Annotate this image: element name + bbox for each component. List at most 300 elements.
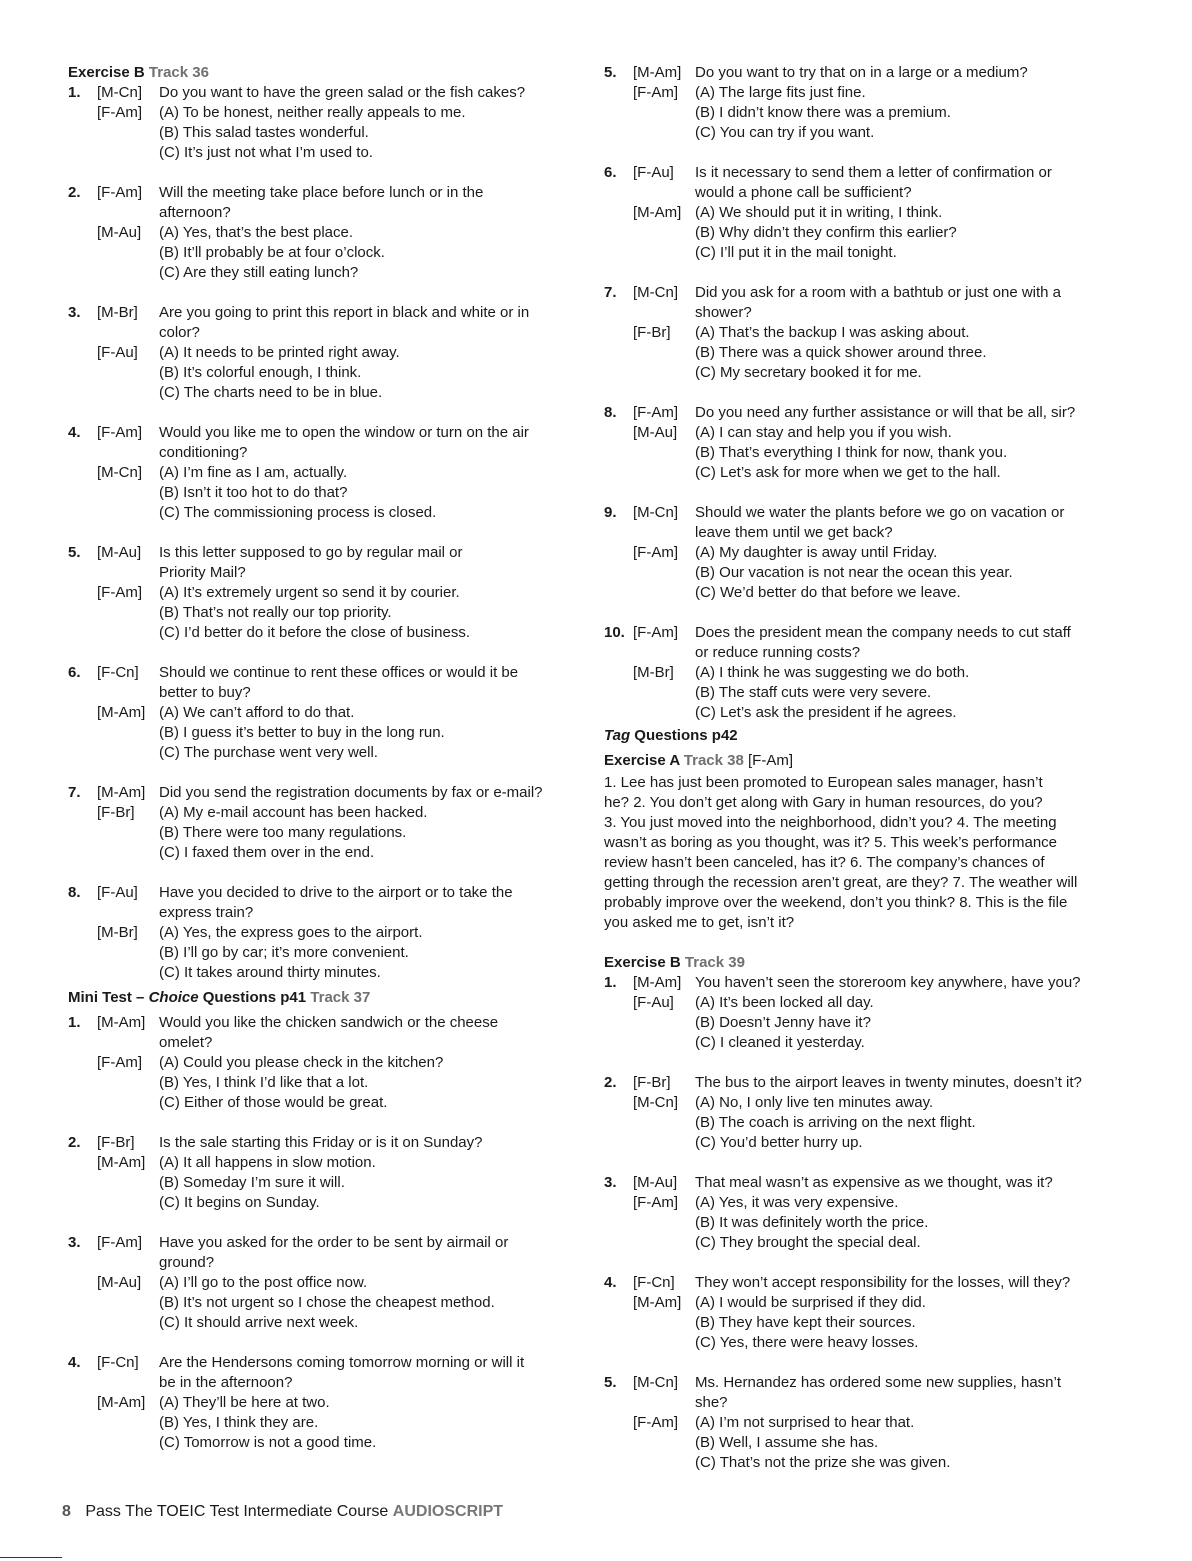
- question-line: [604, 83, 1124, 103]
- mini-test-heading: [68, 988, 578, 1008]
- question-line: [604, 1333, 1124, 1353]
- question-number: [604, 583, 633, 603]
- track-label: Track 38: [683, 752, 744, 769]
- question-line: [604, 503, 1124, 523]
- question-line: [68, 1293, 578, 1313]
- question-line: [604, 543, 1124, 563]
- speaker-tag: [F-Au]: [633, 164, 674, 181]
- question-number: 3.: [604, 1174, 617, 1191]
- question-line: [68, 823, 578, 843]
- question-line: [68, 1373, 578, 1393]
- question-line: [604, 663, 1124, 683]
- line-text: (C) I faxed them over in the end.: [159, 844, 375, 861]
- line-text: (C) Let’s ask for more when we get to the hall.: [695, 464, 1001, 481]
- question-number: 7.: [68, 784, 81, 801]
- line-text: (B) I’ll go by car; it’s more convenient.: [159, 944, 409, 961]
- question-number: [68, 483, 97, 503]
- question-number: [68, 343, 97, 363]
- speaker-tag: [M-Br]: [633, 664, 674, 681]
- question-number: [604, 663, 633, 683]
- question-line: [68, 143, 578, 163]
- question-line: [68, 583, 578, 603]
- speaker-tag: [633, 443, 695, 463]
- question-line: [604, 323, 1124, 343]
- speaker-tag: [M-Cn]: [97, 464, 142, 481]
- line-text: (B) The staff cuts were very severe.: [695, 684, 932, 701]
- line-text: (A) I’ll go to the post office now.: [159, 1274, 368, 1291]
- question-line: [604, 303, 1124, 323]
- line-text: (C) Yes, there were heavy losses.: [695, 1334, 919, 1351]
- question-number: [68, 243, 97, 263]
- question-line: [604, 1013, 1124, 1033]
- speaker-tag: [M-Am]: [633, 974, 682, 991]
- speaker-tag: [M-Cn]: [633, 504, 678, 521]
- question-line: [68, 323, 578, 343]
- question-line: [68, 803, 578, 823]
- line-text: (B) They have kept their sources.: [695, 1314, 916, 1331]
- heading-rest: Questions p42: [630, 727, 738, 744]
- line-text: (A) I think he was suggesting we do both.: [695, 664, 970, 681]
- line-text: (C) Tomorrow is not a good time.: [159, 1434, 377, 1451]
- exercise-b-track36-items: [68, 83, 578, 983]
- speaker-tag: [F-Am]: [633, 404, 678, 421]
- speaker-tag: [97, 503, 159, 523]
- question-number: [604, 1293, 633, 1313]
- question-line: [604, 63, 1124, 83]
- question-line: [604, 623, 1124, 643]
- speaker-tag: [97, 623, 159, 643]
- question-number: 2.: [68, 184, 81, 201]
- speaker-tag: [F-Am]: [97, 584, 142, 601]
- question-number: 9.: [604, 504, 617, 521]
- line-text: (A) We should put it in writing, I think.: [695, 204, 943, 221]
- question-item: [68, 183, 578, 283]
- line-text: (B) It’ll probably be at four o’clock.: [159, 244, 385, 261]
- question-line: [68, 383, 578, 403]
- question-item: [604, 1073, 1124, 1153]
- question-line: [68, 1313, 578, 1333]
- speaker-tag: [M-Au]: [97, 544, 142, 561]
- question-number: [68, 1093, 97, 1113]
- question-number: [68, 443, 97, 463]
- line-text: leave them until we get back?: [695, 524, 893, 541]
- line-text: (B) It was definitely worth the price.: [695, 1214, 929, 1231]
- line-text: (B) That’s everything I think for now, thank you.: [695, 444, 1008, 461]
- question-line: [68, 363, 578, 383]
- line-text: (A) The large fits just fine.: [695, 84, 866, 101]
- speaker-tag: [97, 823, 159, 843]
- question-item: [604, 63, 1124, 143]
- speaker-tag: [97, 843, 159, 863]
- question-line: [68, 83, 578, 103]
- line-text: (B) There were too many regulations.: [159, 824, 407, 841]
- speaker-tag: [97, 363, 159, 383]
- question-item: [68, 1233, 578, 1333]
- speaker-tag: [633, 1113, 695, 1133]
- paragraph-line: you asked me to get, isn’t it?: [604, 914, 795, 931]
- line-text: Ms. Hernandez has ordered some new supplies, hasn’t: [695, 1374, 1062, 1391]
- line-text: (A) To be honest, neither really appeals to me.: [159, 104, 466, 121]
- question-line: [604, 223, 1124, 243]
- speaker-tag: [97, 263, 159, 283]
- question-line: [68, 603, 578, 623]
- question-item: [604, 403, 1124, 483]
- line-text: Would you like me to open the window or turn on the air: [159, 424, 529, 441]
- speaker-tag: [97, 203, 159, 223]
- speaker-tag: [M-Am]: [633, 64, 682, 81]
- question-line: [68, 1433, 578, 1453]
- question-item: [604, 973, 1124, 1053]
- question-number: 2.: [68, 1134, 81, 1151]
- question-line: [604, 1373, 1124, 1393]
- speaker-tag: [M-Cn]: [633, 1374, 678, 1391]
- speaker-tag: [97, 1313, 159, 1333]
- line-text: (A) It’s been locked all day.: [695, 994, 874, 1011]
- question-line: [68, 1273, 578, 1293]
- track-label: Track 39: [684, 954, 745, 971]
- question-line: [68, 443, 578, 463]
- speaker-tag: [F-Am]: [97, 184, 142, 201]
- speaker-tag: [M-Am]: [633, 1294, 682, 1311]
- line-text: (C) Either of those would be great.: [159, 1094, 388, 1111]
- speaker-tag: [M-Au]: [633, 1174, 678, 1191]
- speaker-tag: [633, 1233, 695, 1253]
- line-text: That meal wasn’t as expensive as we thought, was it?: [695, 1174, 1053, 1191]
- question-number: [68, 1413, 97, 1433]
- question-number: [68, 903, 97, 923]
- line-text: Did you send the registration documents by fax or e-mail?: [159, 784, 543, 801]
- question-number: [68, 603, 97, 623]
- question-line: [604, 1433, 1124, 1453]
- speaker-tag: [97, 443, 159, 463]
- speaker-tag: [633, 563, 695, 583]
- question-number: [604, 363, 633, 383]
- question-number: [68, 563, 97, 583]
- speaker-tag: [97, 1433, 159, 1453]
- speaker-tag: [M-Am]: [97, 784, 146, 801]
- question-number: [604, 1453, 633, 1473]
- question-number: [604, 523, 633, 543]
- question-number: [68, 723, 97, 743]
- line-text: (A) Yes, that’s the best place.: [159, 224, 354, 241]
- line-text: Are you going to print this report in black and white or in: [159, 304, 530, 321]
- line-text: (A) I would be surprised if they did.: [695, 1294, 926, 1311]
- speaker-tag: [633, 643, 695, 663]
- line-text: express train?: [159, 904, 254, 921]
- speaker-tag: [97, 683, 159, 703]
- question-line: [604, 243, 1124, 263]
- question-number: [68, 823, 97, 843]
- speaker-tag: [633, 1033, 695, 1053]
- question-number: [604, 1313, 633, 1333]
- line-text: You haven’t seen the storeroom key anywhere, have you?: [695, 974, 1081, 991]
- question-item: [68, 303, 578, 403]
- question-number: [68, 323, 97, 343]
- question-line: [68, 963, 578, 983]
- speaker-tag: [633, 463, 695, 483]
- line-text: (B) Why didn’t they confirm this earlier?: [695, 224, 957, 241]
- speaker-tag: [M-Am]: [97, 1014, 146, 1031]
- line-text: (B) I didn’t know there was a premium.: [695, 104, 951, 121]
- line-text: (A) That’s the backup I was asking about.: [695, 324, 970, 341]
- speaker-tag: [M-Br]: [97, 924, 138, 941]
- question-line: [68, 663, 578, 683]
- question-line: [604, 1093, 1124, 1113]
- question-line: [604, 973, 1124, 993]
- line-text: (A) Could you please check in the kitchen?: [159, 1054, 444, 1071]
- line-text: shower?: [695, 304, 752, 321]
- speaker-tag: [F-Am]: [633, 1194, 678, 1211]
- footer-brand: AUDIOSCRIPT: [392, 1503, 504, 1520]
- question-number: [604, 1013, 633, 1033]
- speaker-tag: [97, 563, 159, 583]
- question-line: [68, 223, 578, 243]
- speaker-tag: [F-Am]: [633, 84, 678, 101]
- question-item: [68, 1013, 578, 1113]
- line-text: (C) Let’s ask the president if he agrees.: [695, 704, 957, 721]
- line-text: (A) I can stay and help you if you wish.: [695, 424, 952, 441]
- line-text: (A) We can’t afford to do that.: [159, 704, 355, 721]
- paragraph-line: 3. You just moved into the neighborhood, didn’t you? 4. The meeting: [604, 814, 1057, 831]
- question-line: [604, 1273, 1124, 1293]
- question-item: [604, 623, 1124, 723]
- question-number: [604, 423, 633, 443]
- speaker-tag: [M-Au]: [97, 1274, 142, 1291]
- question-item: [68, 1133, 578, 1213]
- question-number: [604, 1393, 633, 1413]
- question-line: [68, 303, 578, 323]
- question-number: [604, 203, 633, 223]
- line-text: (A) They’ll be here at two.: [159, 1394, 330, 1411]
- paragraph-line: probably improve over the weekend, don’t you think? 8. This is the file: [604, 894, 1068, 911]
- speaker-tag: [633, 1393, 695, 1413]
- speaker-tag: [633, 123, 695, 143]
- page-number: 8: [62, 1503, 71, 1520]
- heading-suffix: Questions p41: [198, 989, 311, 1006]
- question-number: [68, 623, 97, 643]
- speaker-tag: [97, 963, 159, 983]
- question-line: [604, 1193, 1124, 1213]
- speaker-tag: [97, 1073, 159, 1093]
- question-number: [68, 1153, 97, 1173]
- track-label: Track 36: [148, 64, 209, 81]
- speaker-tag: [633, 1133, 695, 1153]
- question-number: 3.: [68, 1234, 81, 1251]
- question-line: [604, 203, 1124, 223]
- speaker-tag: [97, 1193, 159, 1213]
- question-number: [604, 303, 633, 323]
- choice-questions-continued: [604, 63, 1124, 723]
- question-line: [68, 883, 578, 903]
- speaker-tag: [633, 1333, 695, 1353]
- speaker-tag: [F-Am]: [97, 1054, 142, 1071]
- left-column: [68, 63, 578, 1453]
- question-number: [68, 803, 97, 823]
- line-text: (B) There was a quick shower around three.: [695, 344, 987, 361]
- line-text: Should we continue to rent these offices or would it be: [159, 664, 519, 681]
- paragraph-line: 1. Lee has just been promoted to European sales manager, hasn’t: [604, 774, 1043, 791]
- question-line: [604, 583, 1124, 603]
- speaker-tag: [97, 1093, 159, 1113]
- speaker-tag: [633, 703, 695, 723]
- question-number: [68, 943, 97, 963]
- question-line: [68, 263, 578, 283]
- line-text: (C) They brought the special deal.: [695, 1234, 921, 1251]
- question-line: [604, 423, 1124, 443]
- question-number: [604, 123, 633, 143]
- speaker-tag: [633, 223, 695, 243]
- line-text: (B) Yes, I think I’d like that a lot.: [159, 1074, 369, 1091]
- question-line: [68, 563, 578, 583]
- line-text: (B) It’s colorful enough, I think.: [159, 364, 362, 381]
- question-item: [68, 83, 578, 163]
- speaker-tag: [F-Br]: [97, 1134, 135, 1151]
- line-text: color?: [159, 324, 200, 341]
- paragraph-line: he? 2. You don’t get along with Gary in human resources, do you?: [604, 794, 1043, 811]
- question-line: [68, 743, 578, 763]
- question-number: [68, 143, 97, 163]
- question-line: [604, 683, 1124, 703]
- question-number: [604, 563, 633, 583]
- line-text: Is it necessary to send them a letter of confirmation or: [695, 164, 1052, 181]
- question-line: [604, 123, 1124, 143]
- question-line: [604, 993, 1124, 1013]
- question-line: [604, 1133, 1124, 1153]
- question-number: [68, 223, 97, 243]
- question-line: [68, 243, 578, 263]
- question-number: [68, 703, 97, 723]
- question-number: [68, 263, 97, 283]
- speaker-tag: [F-Cn]: [633, 1274, 675, 1291]
- line-text: afternoon?: [159, 204, 231, 221]
- question-line: [68, 1033, 578, 1053]
- question-line: [604, 1293, 1124, 1313]
- line-text: (C) The commissioning process is closed.: [159, 504, 437, 521]
- line-text: They won’t accept responsibility for the losses, will they?: [695, 1274, 1071, 1291]
- question-line: [68, 1013, 578, 1033]
- heading-prefix: Mini Test –: [68, 989, 149, 1006]
- line-text: (A) I’m fine as I am, actually.: [159, 464, 348, 481]
- question-line: [604, 703, 1124, 723]
- question-item: [68, 423, 578, 523]
- speaker-tag: [F-Am]: [633, 1414, 678, 1431]
- line-text: Are the Hendersons coming tomorrow morning or will it: [159, 1354, 525, 1371]
- line-text: (C) Are they still eating lunch?: [159, 264, 359, 281]
- heading-italic: Choice: [148, 989, 199, 1006]
- question-number: [604, 443, 633, 463]
- question-number: 4.: [68, 1354, 81, 1371]
- line-text: (B) That’s not really our top priority.: [159, 604, 392, 621]
- question-line: [68, 1073, 578, 1093]
- line-text: (A) I’m not surprised to hear that.: [695, 1414, 915, 1431]
- question-line: [68, 623, 578, 643]
- question-number: 5.: [68, 544, 81, 561]
- speaker-tag: [M-Br]: [97, 304, 138, 321]
- question-number: 6.: [68, 664, 81, 681]
- line-text: (B) Someday I’m sure it will.: [159, 1174, 345, 1191]
- speaker-tag: [633, 1313, 695, 1333]
- question-line: [68, 1393, 578, 1413]
- question-line: [68, 483, 578, 503]
- speaker-tag: [97, 243, 159, 263]
- speaker-tag: [97, 143, 159, 163]
- question-number: 10.: [604, 624, 625, 641]
- question-number: [604, 243, 633, 263]
- speaker-tag: [97, 603, 159, 623]
- track-label: Track 37: [310, 989, 371, 1006]
- speaker-tag: [633, 303, 695, 323]
- question-number: [68, 963, 97, 983]
- question-line: [68, 203, 578, 223]
- question-number: 6.: [604, 164, 617, 181]
- line-text: omelet?: [159, 1034, 213, 1051]
- speaker-tag: [97, 1293, 159, 1313]
- question-item: [68, 663, 578, 763]
- question-item: [604, 283, 1124, 383]
- question-number: 8.: [604, 404, 617, 421]
- question-number: [604, 343, 633, 363]
- line-text: Should we water the plants before we go on vacation or: [695, 504, 1065, 521]
- question-number: [68, 1193, 97, 1213]
- paragraph-line: getting through the recession aren’t great, are they? 7. The weather will: [604, 874, 1078, 891]
- line-text: would a phone call be sufficient?: [695, 184, 912, 201]
- speaker-tag: [F-Am]: [97, 104, 142, 121]
- question-line: [68, 1233, 578, 1253]
- speaker-tag: [F-Am]: [633, 544, 678, 561]
- question-number: [604, 463, 633, 483]
- question-number: 5.: [604, 1374, 617, 1391]
- question-line: [604, 1453, 1124, 1473]
- question-number: 2.: [604, 1074, 617, 1091]
- question-number: [68, 1373, 97, 1393]
- line-text: (A) My daughter is away until Friday.: [695, 544, 938, 561]
- speaker-tag: [M-Am]: [97, 1394, 146, 1411]
- question-line: [604, 363, 1124, 383]
- question-line: [68, 683, 578, 703]
- question-number: [68, 363, 97, 383]
- question-number: 7.: [604, 284, 617, 301]
- question-item: [68, 783, 578, 863]
- line-text: (C) I cleaned it yesterday.: [695, 1034, 865, 1051]
- speaker-label: [F-Am]: [748, 752, 794, 769]
- line-text: (C) It takes around thirty minutes.: [159, 964, 381, 981]
- speaker-tag: [M-Am]: [97, 704, 146, 721]
- speaker-tag: [633, 683, 695, 703]
- question-line: [68, 703, 578, 723]
- speaker-tag: [M-Au]: [633, 424, 678, 441]
- speaker-tag: [M-Au]: [97, 224, 142, 241]
- question-line: [604, 1113, 1124, 1133]
- question-number: 8.: [68, 884, 81, 901]
- line-text: (C) It begins on Sunday.: [159, 1194, 320, 1211]
- question-number: [68, 203, 97, 223]
- question-line: [68, 503, 578, 523]
- question-line: [68, 1253, 578, 1273]
- question-number: [68, 583, 97, 603]
- line-text: Will the meeting take place before lunch or in the: [159, 184, 484, 201]
- question-number: [68, 1053, 97, 1073]
- tag-questions-heading: [604, 726, 1124, 746]
- speaker-tag: [F-Au]: [633, 994, 674, 1011]
- line-text: Do you want to try that on in a large or a medium?: [695, 64, 1028, 81]
- line-text: (A) It’s extremely urgent so send it by courier.: [159, 584, 460, 601]
- footer-title: Pass The TOEIC Test Intermediate Course: [85, 1503, 389, 1520]
- question-number: [604, 1133, 633, 1153]
- question-number: [68, 1313, 97, 1333]
- speaker-tag: [97, 903, 159, 923]
- question-line: [68, 1153, 578, 1173]
- line-text: Is this letter supposed to go by regular mail or: [159, 544, 463, 561]
